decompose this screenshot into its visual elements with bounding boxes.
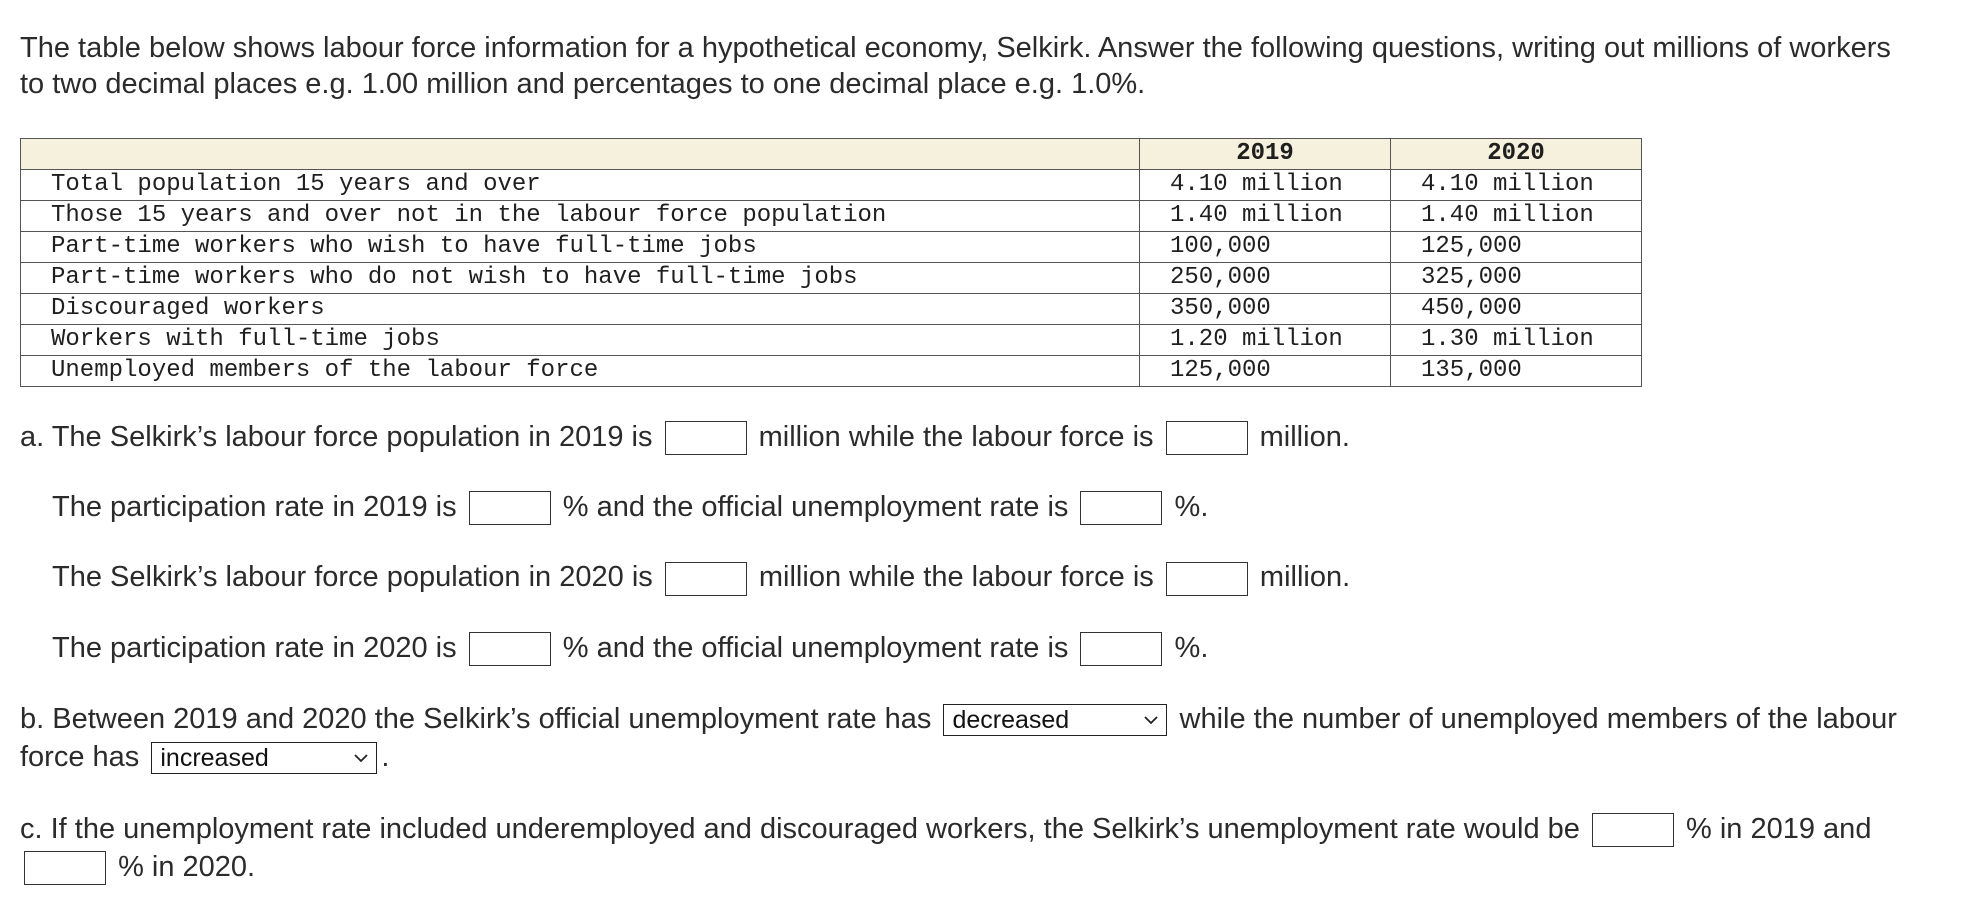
qa-l2-text-1: The participation rate in 2019 is xyxy=(52,490,457,523)
row-value-2019: 350,000 xyxy=(1140,293,1391,324)
qb-text-3: . xyxy=(381,740,390,773)
qa-l1-text-2: million while the labour force is xyxy=(758,420,1154,453)
row-value-2020: 1.40 million xyxy=(1391,200,1642,231)
row-value-2019: 100,000 xyxy=(1140,231,1391,262)
qa-l3-text-3: million. xyxy=(1259,561,1351,594)
header-2019: 2019 xyxy=(1140,138,1391,169)
table-row xyxy=(21,200,1642,231)
row-value-2020: 1.30 million xyxy=(1391,324,1642,355)
qa-l1-text-1: a. The Selkirk’s labour force population in 2019 is xyxy=(20,420,653,453)
participation-rate-2020-input[interactable] xyxy=(469,632,551,666)
table-row xyxy=(21,355,1642,386)
chevron-down-icon xyxy=(1142,711,1160,729)
table-row xyxy=(21,169,1642,200)
table-row xyxy=(21,262,1642,293)
row-value-2020: 125,000 xyxy=(1391,231,1642,262)
question-a-line-1 xyxy=(20,419,1960,455)
row-value-2019: 250,000 xyxy=(1140,262,1391,293)
labour-force-2020-input[interactable] xyxy=(1166,562,1248,596)
header-2020: 2020 xyxy=(1391,138,1642,169)
row-label: Part-time workers who wish to have full-time jobs xyxy=(21,231,1140,262)
intro-text: The table below shows labour force information for a hypothetical economy, Selkirk. Answer the following questions, writing out millions of workers to two decimal places e.g. 1.00 million and percentages to one decimal place e.g. 1.0%. xyxy=(20,32,1891,101)
qa-l2-text-3: %. xyxy=(1174,490,1209,523)
row-label: Total population 15 years and over xyxy=(21,169,1140,200)
row-value-2019: 1.40 million xyxy=(1140,200,1391,231)
qa-l3-text-2: million while the labour force is xyxy=(758,561,1154,594)
select-1-value: decreased xyxy=(952,706,1070,735)
labour-force-population-2020-input[interactable] xyxy=(665,562,747,596)
labour-force-2019-input[interactable] xyxy=(1166,421,1248,455)
qa-l3-text-1: The Selkirk’s labour force population in 2020 is xyxy=(52,561,653,594)
question-a-line-4 xyxy=(20,630,1960,666)
question-a-line-3 xyxy=(20,559,1960,595)
qc-text-3: % in 2020. xyxy=(118,850,256,883)
chevron-down-icon xyxy=(352,749,370,767)
table-row xyxy=(21,231,1642,262)
qc-text-1: c. If the unemployment rate included underemployed and discouraged workers, the Selkirk’s unemployment rate would be xyxy=(20,812,1580,845)
labour-force-population-2019-input[interactable] xyxy=(665,421,747,455)
qa-l2-text-2: % and the official unemployment rate is xyxy=(562,490,1069,523)
unemployment-rate-2019-input[interactable] xyxy=(1080,491,1162,525)
labour-force-table xyxy=(20,138,1642,387)
row-label: Unemployed members of the labour force xyxy=(21,355,1140,386)
participation-rate-2019-input[interactable] xyxy=(469,491,551,525)
row-label: Those 15 years and over not in the labour force population xyxy=(21,200,1140,231)
table-row xyxy=(21,324,1642,355)
row-label: Workers with full-time jobs xyxy=(21,324,1140,355)
qa-l4-text-3: %. xyxy=(1174,631,1209,664)
row-value-2019: 125,000 xyxy=(1140,355,1391,386)
unemployment-rate-change-select[interactable] xyxy=(943,704,1167,736)
qb-text-2: while the number of unemployed members of the labour force has xyxy=(20,702,1897,773)
select-2-value: increased xyxy=(160,744,269,773)
broad-unemployment-rate-2019-input[interactable] xyxy=(1592,813,1674,847)
unemployment-rate-2020-input[interactable] xyxy=(1080,632,1162,666)
qa-l4-text-2: % and the official unemployment rate is xyxy=(562,631,1069,664)
header-blank xyxy=(21,138,1140,169)
row-value-2020: 450,000 xyxy=(1391,293,1642,324)
row-label: Discouraged workers xyxy=(21,293,1140,324)
row-value-2020: 325,000 xyxy=(1391,262,1642,293)
row-value-2019: 1.20 million xyxy=(1140,324,1391,355)
table-header-row xyxy=(21,138,1642,169)
broad-unemployment-rate-2020-input[interactable] xyxy=(24,851,106,885)
question-a-line-2 xyxy=(20,489,1960,525)
qb-text-1: b. Between 2019 and 2020 the Selkirk’s official unemployment rate has xyxy=(20,702,932,735)
row-label: Part-time workers who do not wish to have full-time jobs xyxy=(21,262,1140,293)
row-value-2020: 4.10 million xyxy=(1391,169,1642,200)
question-container xyxy=(20,30,1960,886)
question-b xyxy=(20,700,1940,776)
unemployed-members-change-select[interactable] xyxy=(151,742,377,774)
row-value-2020: 135,000 xyxy=(1391,355,1642,386)
qa-l1-text-3: million. xyxy=(1259,420,1350,453)
table-row xyxy=(21,293,1642,324)
question-c xyxy=(20,810,1940,886)
qc-text-2: % in 2019 and xyxy=(1686,812,1872,845)
row-value-2019: 4.10 million xyxy=(1140,169,1391,200)
qa-l4-text-1: The participation rate in 2020 is xyxy=(52,631,457,664)
